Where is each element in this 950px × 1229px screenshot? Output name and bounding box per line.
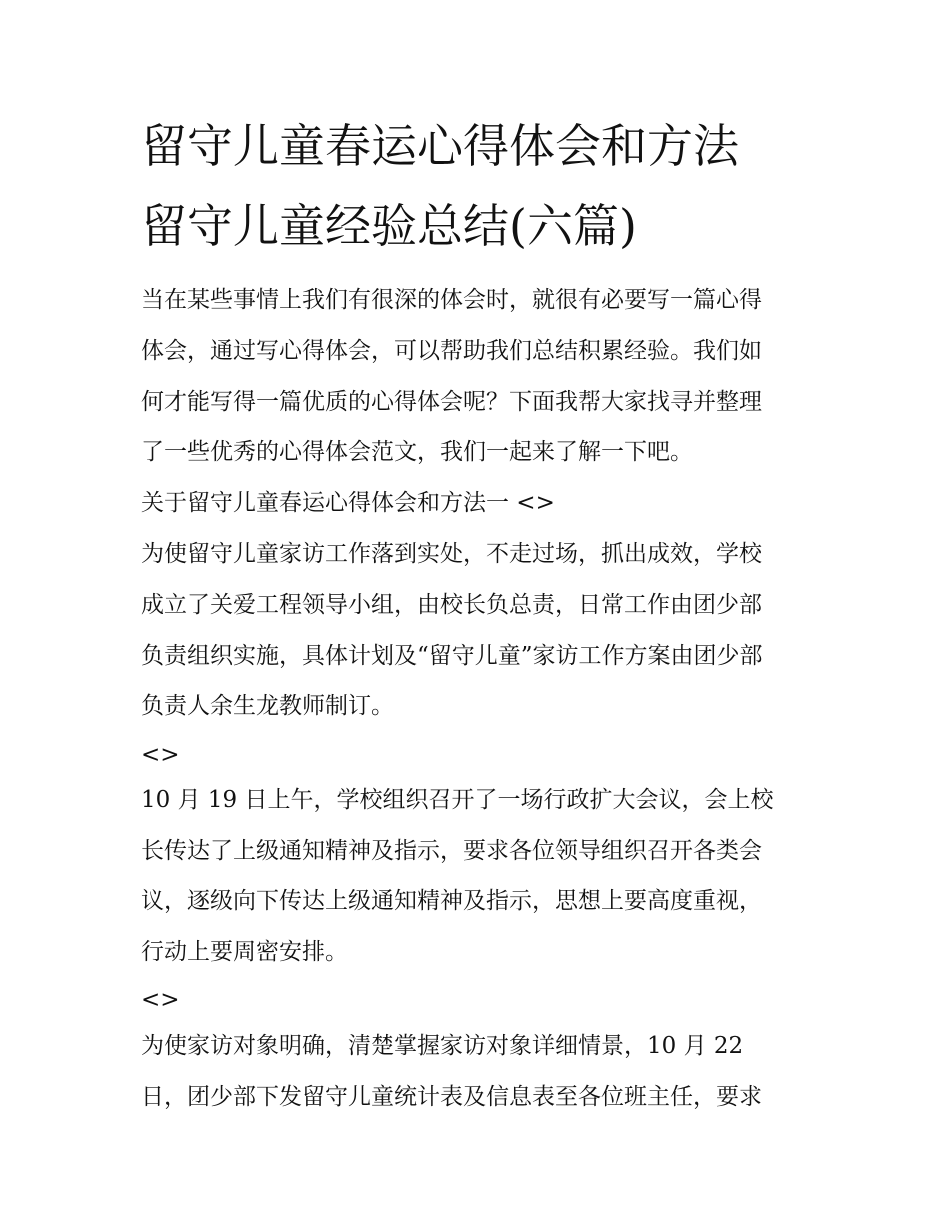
body-text-line: 为使家访对象明确，清楚掌握家访对象详细情景，10 月 22: [141, 1033, 744, 1059]
separator-mark: <>: [141, 742, 180, 768]
body-text-line: 议，逐级向下传达上级通知精神及指示，思想上要高度重视，: [141, 888, 762, 914]
body-text-line: 何才能写得一篇优质的心得体会呢？下面我帮大家找寻并整理: [141, 389, 762, 415]
body-text-line: 10 月 19 日上午，学校组织召开了一场行政扩大会议，会上校: [141, 787, 774, 813]
body-text-line: 负责组织实施，具体计划及“留守儿童”家访工作方案由团少部: [141, 643, 763, 669]
body-text-line: 日，团少部下发留守儿童统计表及信息表至各位班主任，要求: [141, 1084, 762, 1110]
body-text-line: 了一些优秀的心得体会范文，我们一起来了解一下吧。: [141, 439, 693, 465]
body-text-line: 当在某些事情上我们有很深的体会时，就很有必要写一篇心得: [141, 287, 762, 313]
body-text-line: 体会，通过写心得体会，可以帮助我们总结积累经验。我们如: [141, 338, 762, 364]
body-text-line: 行动上要周密安排。: [141, 939, 348, 965]
section-heading: 关于留守儿童春运心得体会和方法一 <>: [141, 490, 555, 516]
body-text-line: 负责人余生龙教师制订。: [141, 693, 394, 719]
document-title-line-1: 留守儿童春运心得体会和方法: [141, 119, 739, 173]
separator-mark: <>: [141, 987, 180, 1013]
body-text-line: 长传达了上级通知精神及指示，要求各位领导组织召开各类会: [141, 838, 762, 864]
document-title-line-2: 留守儿童经验总结(六篇): [141, 199, 637, 253]
body-text-line: 成立了关爱工程领导小组，由校长负总责，日常工作由团少部: [141, 592, 762, 618]
body-text-line: 为使留守儿童家访工作落到实处，不走过场，抓出成效，学校: [141, 541, 762, 567]
